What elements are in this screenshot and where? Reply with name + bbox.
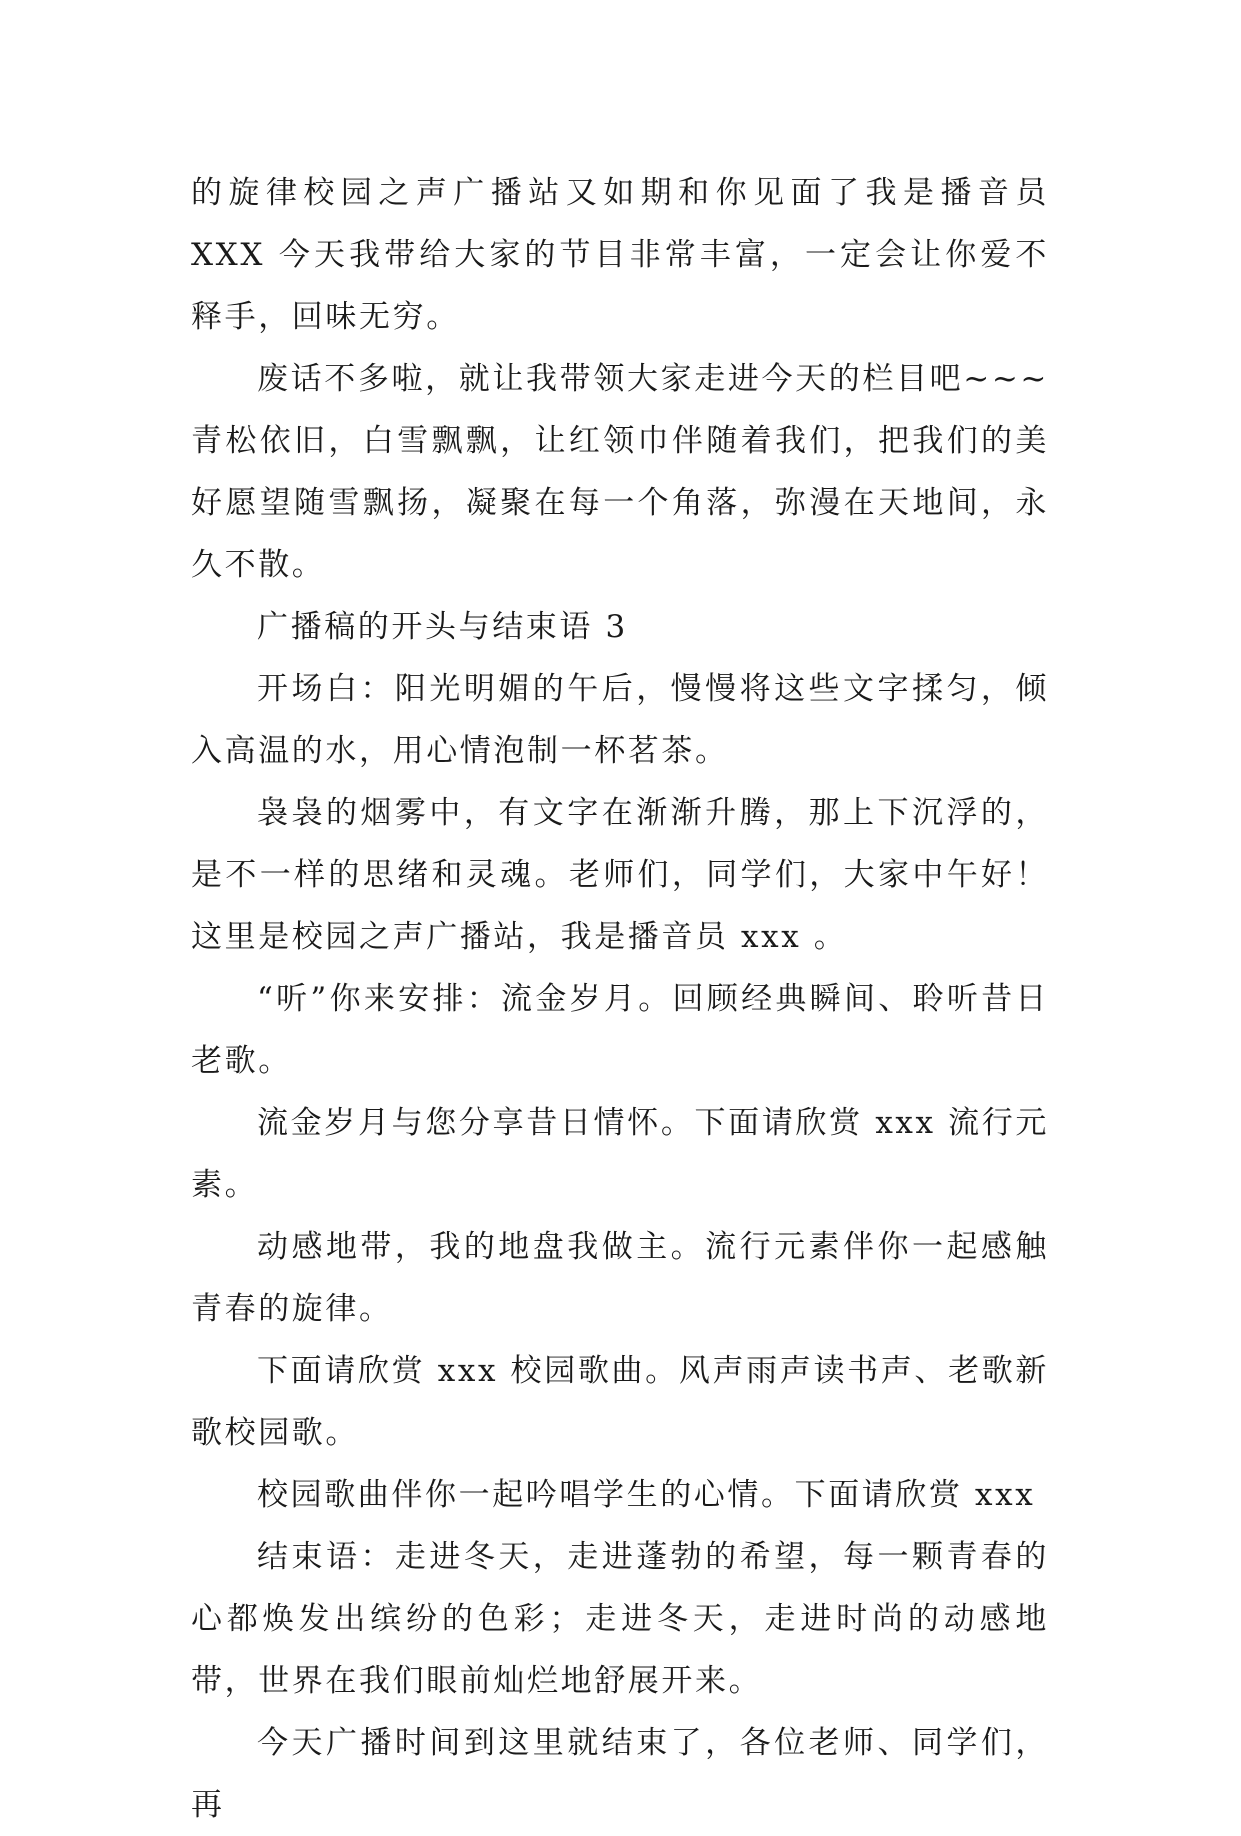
- paragraph-8: 动感地带，我的地盘我做主。流行元素伴你一起感触青春的旋律。: [191, 1229, 1049, 1327]
- paragraph-9: 下面请欣赏 xxx 校园歌曲。风声雨声读书声、老歌新歌校园歌。: [191, 1353, 1049, 1451]
- paragraph-11: 结束语：走进冬天，走进蓬勃的希望，每一颗青春的心都焕发出缤纷的色彩；走进冬天，走进时尚的动感地带，世界在我们眼前灿烂地舒展开来。: [191, 1539, 1049, 1699]
- paragraph-6: “听”你来安排：流金岁月。回顾经典瞬间、聆听昔日老歌。: [191, 981, 1049, 1079]
- paragraph-3-heading: 广播稿的开头与结束语 3: [257, 609, 628, 645]
- paragraph-7: 流金岁月与您分享昔日情怀。下面请欣赏 xxx 流行元素。: [191, 1105, 1049, 1203]
- paragraph-5: 袅袅的烟雾中，有文字在渐渐升腾，那上下沉浮的，是不一样的思绪和灵魂。老师们，同学们，大家中午好！这里是校园之声广播站，我是播音员 xxx 。: [191, 795, 1049, 955]
- document-body: [191, 162, 1049, 1836]
- paragraph-1: 的旋律校园之声广播站又如期和你见面了我是播音员 XXX 今天我带给大家的节目非常丰富，一定会让你爱不释手，回味无穷。: [191, 175, 1049, 335]
- paragraph-2: 废话不多啦，就让我带领大家走进今天的栏目吧~~~青松依旧，白雪飘飘，让红领巾伴随着我们，把我们的美好愿望随雪飘扬，凝聚在每一个角落，弥漫在天地间，永久不散。: [191, 361, 1049, 583]
- paragraph-12: 今天广播时间到这里就结束了，各位老师、同学们，再: [191, 1725, 1049, 1823]
- paragraph-10: 校园歌曲伴你一起吟唱学生的心情。下面请欣赏 xxx: [257, 1477, 1036, 1513]
- paragraph-4: 开场白：阳光明媚的午后，慢慢将这些文字揉匀，倾入高温的水，用心情泡制一杯茗茶。: [191, 671, 1049, 769]
